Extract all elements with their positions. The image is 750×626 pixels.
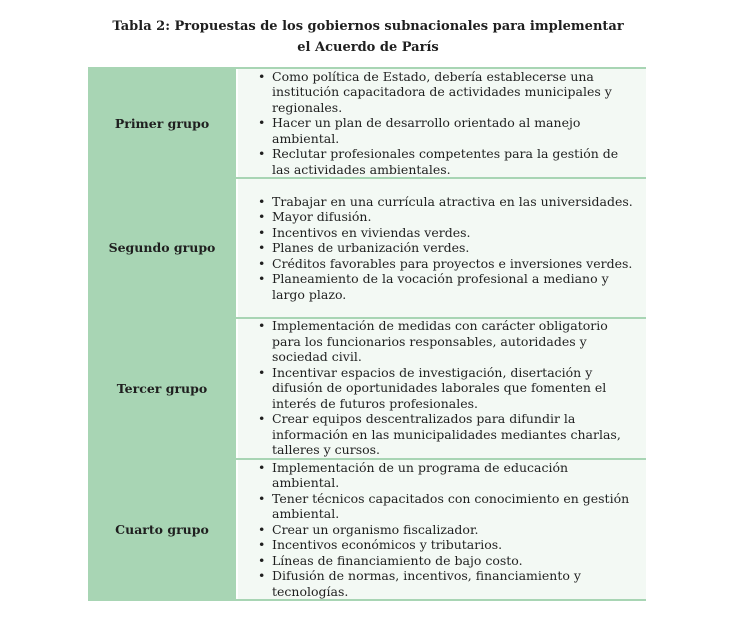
list-item: • Líneas de financiamiento de bajo costo. (272, 553, 634, 569)
proposals-cell (238, 460, 646, 600)
list-item: • Crear un organismo fiscalizador. (272, 522, 634, 538)
list-item: • Reclutar profesionales competentes para la gestión de las actividades ambientales. (272, 146, 634, 177)
list-item: • Planeamiento de la vocación profesional a mediano y largo plazo. (272, 271, 634, 302)
list-item: • Como política de Estado, debería establecerse una institución capacitadora de actividades municipales y regionales. (272, 69, 634, 116)
table-title-line-2: el Acuerdo de París (297, 40, 439, 55)
table-row-segundo-grupo (88, 179, 646, 319)
table-row-cuarto-grupo (88, 460, 646, 600)
list-item: • Incentivar espacios de investigación, disertación y difusión de oportunidades laborales que fomenten el interés de futuros profesionales. (272, 365, 634, 412)
list-item: • Créditos favorables para proyectos e inversiones verdes. (272, 256, 634, 272)
list-item: • Planes de urbanización verdes. (272, 240, 634, 256)
list-item: • Crear equipos descentralizados para difundir la información en las municipalidades mediantes charlas, talleres y cursos. (272, 411, 634, 458)
list-item: • Tener técnicos capacitados con conocimiento en gestión ambiental. (272, 491, 634, 522)
proposals-table (88, 67, 646, 601)
proposals-list (256, 318, 634, 458)
group-label-cell: Primer grupo (88, 69, 238, 177)
group-label-cell: Tercer grupo (88, 319, 238, 458)
list-item: • Difusión de normas, incentivos, financiamiento y tecnologías. (272, 568, 634, 599)
group-label-cell: Cuarto grupo (88, 460, 238, 600)
list-item: • Hacer un plan de desarrollo orientado al manejo ambiental. (272, 115, 634, 146)
table-row-tercer-grupo (88, 319, 646, 460)
proposals-cell (238, 69, 646, 177)
list-item: • Implementación de medidas con carácter obligatorio para los funcionarios responsables, autoridades y sociedad civil. (272, 318, 634, 365)
proposals-cell (238, 319, 646, 458)
group-label-cell: Segundo grupo (88, 179, 238, 317)
table-title (0, 16, 736, 58)
proposals-list (256, 69, 634, 178)
proposals-cell (238, 179, 646, 317)
proposals-list (256, 460, 634, 600)
table-title-line-1: Tabla 2: Propuestas de los gobiernos subnacionales para implementar (112, 19, 624, 34)
list-item: • Incentivos económicos y tributarios. (272, 537, 634, 553)
list-item: • Trabajar en una currícula atractiva en las universidades. (272, 194, 634, 210)
list-item: • Mayor difusión. (272, 209, 634, 225)
proposals-list (256, 194, 634, 303)
list-item: • Incentivos en viviendas verdes. (272, 225, 634, 241)
list-item: • Implementación de un programa de educación ambiental. (272, 460, 634, 491)
table-row-primer-grupo (88, 69, 646, 179)
